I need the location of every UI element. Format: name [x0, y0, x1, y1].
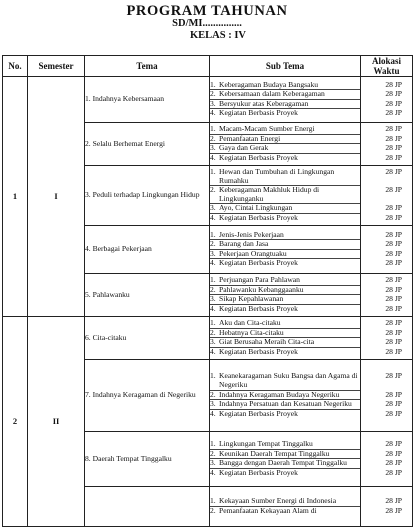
sub-tema-number: 2. — [210, 389, 216, 399]
alokasi-value: 28 JP — [385, 399, 402, 409]
sub-tema-number: 3. — [210, 203, 216, 213]
alokasi-value: 28 JP — [385, 152, 402, 162]
sub-tema-number: 1. — [210, 124, 216, 134]
header-tema: Tema — [85, 56, 210, 77]
sub-tema-cell — [210, 123, 361, 166]
sub-tema-cell — [210, 274, 361, 317]
alokasi-value: 28 JP — [385, 124, 402, 134]
sub-tema-text: Keberagaman Makhluk Hidup di Lingkunganku — [219, 185, 320, 203]
sub-tema-number: 3. — [210, 458, 216, 468]
sub-tema-item — [210, 507, 360, 516]
alokasi-value: 28 JP — [385, 229, 402, 239]
sub-tema-number: 4. — [210, 346, 216, 356]
alokasi-value: 28 JP — [385, 318, 402, 328]
alokasi-cell — [361, 77, 413, 123]
school-line: SD/MI............... — [172, 18, 242, 29]
sub-tema-number: 1. — [210, 318, 216, 328]
alokasi-value: 28 JP — [385, 458, 402, 468]
sub-tema-number: 3. — [210, 98, 216, 108]
sub-tema-number: 1. — [210, 371, 216, 381]
alokasi-cell — [361, 123, 413, 166]
sub-tema-cell — [210, 226, 361, 274]
alokasi-value: 28 JP — [385, 389, 402, 399]
sub-tema-text: Jenis-Jenis Pekerjaan — [219, 229, 284, 239]
alokasi-value: 28 JP — [385, 337, 402, 347]
alokasi-value: 28 JP — [385, 439, 402, 449]
sub-tema-text: Kegiatan Berbasis Proyek — [219, 212, 298, 222]
semester-cell: I — [28, 77, 85, 317]
sub-tema-text: Pemanfaatan Energi — [219, 133, 281, 143]
sub-tema-number: 2. — [210, 185, 216, 195]
sub-tema-number: 1. — [210, 275, 216, 285]
sub-tema-text: Bangga dengan Daerah Tempat Tinggalku — [219, 458, 347, 468]
alokasi-value: 28 JP — [385, 327, 402, 337]
sub-tema-number: 4. — [210, 152, 216, 162]
alokasi-cell — [361, 487, 413, 527]
sub-tema-number: 1. — [210, 79, 216, 89]
alokasi-value: 28 JP — [385, 89, 402, 99]
tema-cell: 3. Peduli terhadap Lingkungan Hidup — [85, 166, 210, 226]
sub-tema-number: 4. — [210, 108, 216, 118]
alokasi-cell — [361, 226, 413, 274]
sub-tema-text: Hewan dan Tumbuhan di Lingkungan Rumahku — [219, 167, 335, 185]
alokasi-value: 28 JP — [385, 239, 402, 249]
sub-tema-cell — [210, 77, 361, 123]
sub-tema-text: Kebersamaan dalam Keberagaman — [219, 89, 325, 99]
alokasi-value: 28 JP — [385, 143, 402, 153]
sub-tema-text: Giat Berusaha Meraih Cita-cita — [219, 337, 315, 347]
tema-cell: 7. Indahnya Keragaman di Negeriku — [85, 360, 210, 432]
sub-tema-text: Indahnya Persatuan dan Kesatuan Negeriku — [219, 399, 352, 409]
sub-tema-number: 2. — [210, 133, 216, 143]
sub-tema-text: Kegiatan Berbasis Proyek — [219, 467, 298, 477]
table-header-row — [3, 56, 413, 77]
page-title: PROGRAM TAHUNAN — [126, 3, 288, 19]
sub-tema-number: 2. — [210, 327, 216, 337]
header-no: No. — [3, 56, 28, 77]
alokasi-cell — [361, 317, 413, 360]
sub-tema-number: 3. — [210, 248, 216, 258]
sub-tema-text: Lingkungan Tempat Tinggalku — [219, 439, 313, 449]
alokasi-value: 28 JP — [385, 203, 402, 213]
sub-tema-item — [210, 348, 360, 357]
class-label: KELAS : IV — [189, 30, 246, 41]
table-row — [3, 317, 413, 360]
header-semester: Semester — [28, 56, 85, 77]
sub-tema-text: Keanekaragaman Suku Bangsa dan Agama di Negeriku — [219, 371, 358, 389]
sub-tema-item — [210, 410, 360, 419]
sub-tema-cell — [210, 432, 361, 487]
sub-tema-number: 3. — [210, 143, 216, 153]
alokasi-value: 28 JP — [385, 505, 402, 515]
sub-tema-text: Hebatnya Cita-citaku — [219, 327, 284, 337]
sub-tema-text: Pemanfaatan Kekayaan Alam di — [219, 505, 317, 515]
alokasi-value: 28 JP — [385, 467, 402, 477]
alokasi-value: 28 JP — [385, 346, 402, 356]
semester-cell: II — [28, 317, 85, 527]
sub-tema-text: Kegiatan Berbasis Proyek — [219, 303, 298, 313]
alokasi-value: 28 JP — [385, 284, 402, 294]
sub-tema-text: Perjuangan Para Pahlawan — [219, 275, 300, 285]
sub-tema-item — [210, 109, 360, 118]
sub-tema-item — [210, 168, 360, 186]
sub-tema-text: Kegiatan Berbasis Proyek — [219, 258, 298, 268]
alokasi-value: 28 JP — [385, 448, 402, 458]
tema-cell: 4. Berbagai Pekerjaan — [85, 226, 210, 274]
sub-tema-item — [210, 186, 360, 204]
sub-tema-number: 1. — [210, 439, 216, 449]
alokasi-cell — [361, 166, 413, 226]
sub-tema-number: 3. — [210, 337, 216, 347]
sub-tema-text: Aku dan Cita-citaku — [219, 318, 281, 328]
tema-cell: 6. Cita-citaku — [85, 317, 210, 360]
annual-program-table — [2, 55, 413, 527]
sub-tema-cell — [210, 487, 361, 527]
alokasi-cell — [361, 432, 413, 487]
alokasi-value: 28 JP — [385, 371, 402, 381]
sub-tema-text: Bersyukur atas Keberagaman — [219, 98, 309, 108]
sub-tema-item — [210, 372, 360, 390]
sub-tema-number: 2. — [210, 89, 216, 99]
sub-tema-number: 1. — [210, 167, 216, 177]
sub-tema-number: 2. — [210, 239, 216, 249]
alokasi-value: 28 JP — [385, 167, 402, 177]
sub-tema-item — [210, 305, 360, 314]
alokasi-cell — [361, 274, 413, 317]
sub-tema-number: 4. — [210, 467, 216, 477]
sub-tema-text: Gaya dan Gerak — [219, 143, 269, 153]
alokasi-value: 28 JP — [385, 98, 402, 108]
sub-tema-number: 4. — [210, 212, 216, 222]
sub-tema-text: Sikap Kepahlawanan — [219, 294, 284, 304]
row-number: 1 — [3, 77, 28, 317]
alokasi-value: 28 JP — [385, 303, 402, 313]
sub-tema-cell — [210, 317, 361, 360]
sub-tema-text: Pahlawanku Kebanggaanku — [219, 284, 304, 294]
sub-tema-number: 2. — [210, 448, 216, 458]
sub-tema-text: Pekerjaan Orangtuaku — [219, 248, 287, 258]
sub-tema-text: Kekayaan Sumber Energi di Indonesia — [219, 496, 337, 506]
tema-cell: 5. Pahlawanku — [85, 274, 210, 317]
row-number: 2 — [3, 317, 28, 527]
sub-tema-text: Barang dan Jasa — [219, 239, 269, 249]
sub-tema-item — [210, 469, 360, 478]
sub-tema-item — [210, 259, 360, 268]
sub-tema-number: 4. — [210, 408, 216, 418]
sub-tema-number: 1. — [210, 496, 216, 506]
sub-tema-text: Keberagaman Budaya Bangsaku — [219, 79, 319, 89]
tema-cell: 1. Indahnya Kebersamaan — [85, 77, 210, 123]
alokasi-value: 28 JP — [385, 294, 402, 304]
tema-cell: 2. Selalu Berhemat Energi — [85, 123, 210, 166]
sub-tema-number: 3. — [210, 294, 216, 304]
alokasi-value: 28 JP — [385, 79, 402, 89]
alokasi-value: 28 JP — [385, 248, 402, 258]
alokasi-value: 28 JP — [385, 133, 402, 143]
alokasi-value: 28 JP — [385, 108, 402, 118]
tema-cell: 8. Daerah Tempat Tinggalku — [85, 432, 210, 487]
sub-tema-number: 4. — [210, 303, 216, 313]
header-alokasi-waktu: Alokasi Waktu — [361, 56, 413, 77]
sub-tema-cell — [210, 360, 361, 432]
sub-tema-number: 3. — [210, 399, 216, 409]
sub-tema-text: Kegiatan Berbasis Proyek — [219, 346, 298, 356]
table-row — [3, 77, 413, 123]
alokasi-value: 28 JP — [385, 185, 402, 195]
sub-tema-number: 4. — [210, 258, 216, 268]
tema-cell — [85, 487, 210, 527]
sub-tema-item — [210, 154, 360, 163]
alokasi-value: 28 JP — [385, 212, 402, 222]
sub-tema-cell — [210, 166, 361, 226]
sub-tema-text: Ayo, Cintai Lingkungan — [219, 203, 293, 213]
alokasi-value: 28 JP — [385, 275, 402, 285]
sub-tema-number: 1. — [210, 229, 216, 239]
sub-tema-text: Indahnya Keragaman Budaya Negeriku — [219, 389, 340, 399]
header-sub-tema: Sub Tema — [210, 56, 361, 77]
sub-tema-text: Kegiatan Berbasis Proyek — [219, 108, 298, 118]
sub-tema-text: Keunikan Daerah Tempat Tinggalku — [219, 448, 330, 458]
alokasi-value: 28 JP — [385, 496, 402, 506]
alokasi-value: 28 JP — [385, 258, 402, 268]
sub-tema-text: Kegiatan Berbasis Proyek — [219, 152, 298, 162]
alokasi-value: 28 JP — [385, 408, 402, 418]
sub-tema-text: Kegiatan Berbasis Proyek — [219, 408, 298, 418]
sub-tema-item — [210, 214, 360, 223]
sub-tema-number: 2. — [210, 284, 216, 294]
sub-tema-number: 2. — [210, 505, 216, 515]
alokasi-cell — [361, 360, 413, 432]
sub-tema-text: Macam-Macam Sumber Energi — [219, 124, 315, 134]
